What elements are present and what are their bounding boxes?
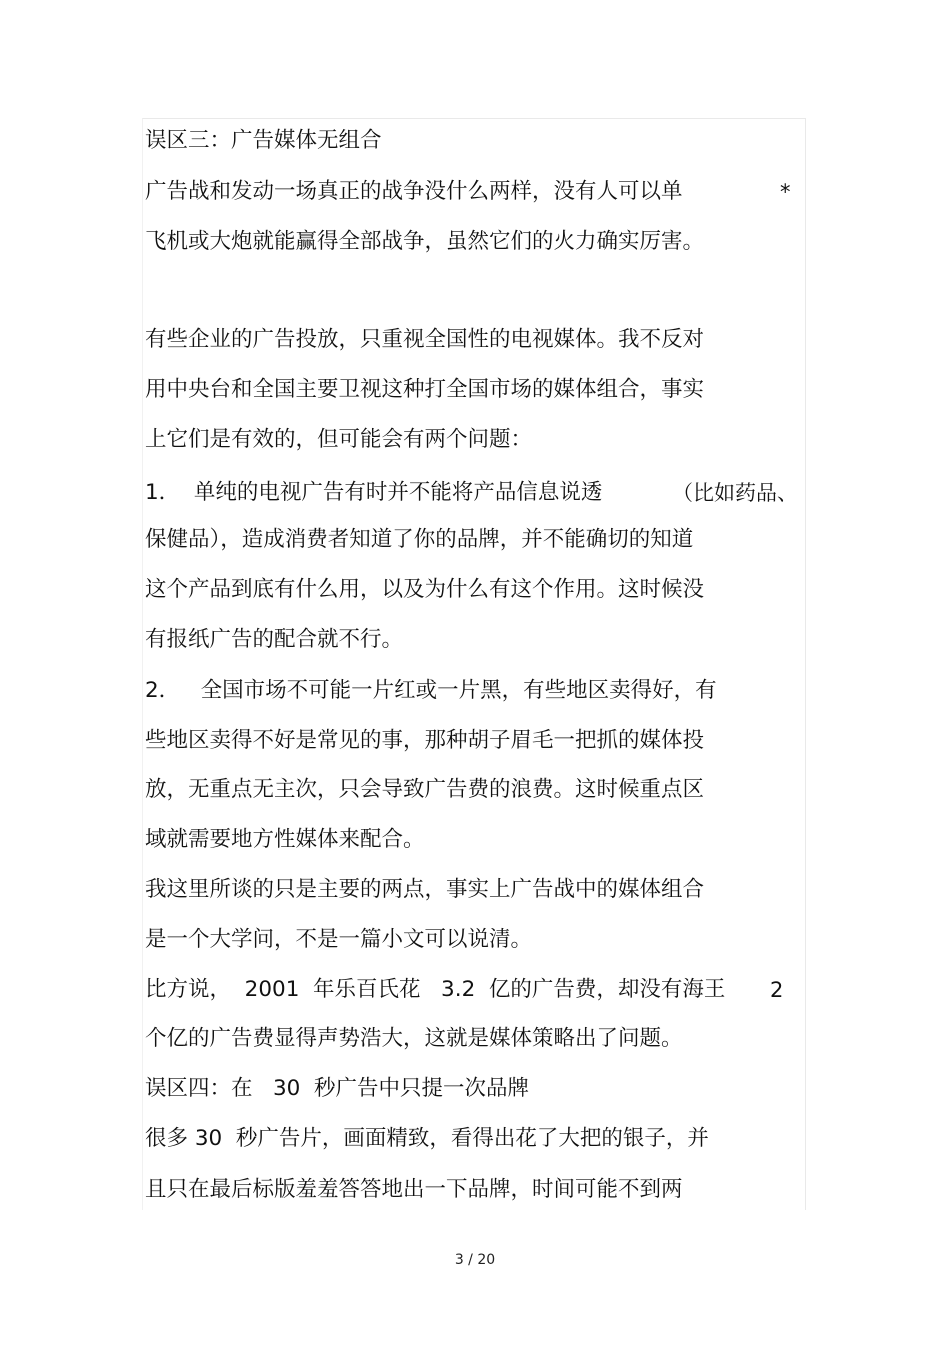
asterisk-marker: * bbox=[780, 180, 791, 204]
list-item-2-line: 域就需要地方性媒体来配合。 bbox=[145, 827, 425, 852]
list-item-1-trailing: （比如药品、 bbox=[672, 481, 798, 505]
paragraph-line: 飞机或大炮就能赢得全部战争，虽然它们的火力确实厉害。 bbox=[145, 229, 705, 254]
list-item-1-line: 有报纸广告的配合就不行。 bbox=[145, 627, 404, 652]
paragraph-line: 很多 30 秒广告片，画面精致，看得出花了大把的银子，并 bbox=[145, 1126, 709, 1151]
list-item-1-line: 这个产品到底有什么用，以及为什么有这个作用。这时候没 bbox=[145, 577, 705, 602]
paragraph-line: 我这里所谈的只是主要的两点，事实上广告战中的媒体组合 bbox=[145, 877, 705, 902]
list-item-1: 1． 单纯的电视广告有时并不能将产品信息说透 bbox=[145, 480, 603, 505]
list-item-2: 2． 全国市场不可能一片红或一片黑，有些地区卖得好，有 bbox=[145, 678, 717, 703]
paragraph-line: 广告战和发动一场真正的战争没什么两样，没有人可以单 bbox=[145, 179, 683, 204]
list-item-2-line: 些地区卖得不好是常见的事，那种胡子眉毛一把抓的媒体投 bbox=[145, 728, 705, 753]
paragraph-line: 上它们是有效的，但可能会有两个问题： bbox=[145, 427, 533, 452]
paragraph-line: 有些企业的广告投放，只重视全国性的电视媒体。我不反对 bbox=[145, 327, 705, 352]
paragraph-line: 个亿的广告费显得声势浩大，这就是媒体策略出了问题。 bbox=[145, 1026, 683, 1051]
list-item-1-line: 保健品），造成消费者知道了你的品牌，并不能确切的知道 bbox=[145, 527, 694, 552]
paragraph-line: 用中央台和全国主要卫视这种打全国市场的媒体组合，事实 bbox=[145, 377, 705, 402]
page-number: 3 / 20 bbox=[454, 1252, 496, 1268]
section-heading-3: 误区三：广告媒体无组合 bbox=[145, 128, 382, 153]
list-item-2-line: 放，无重点无主次，只会导致广告费的浪费。这时候重点区 bbox=[145, 777, 705, 802]
paragraph-line: 且只在最后标版羞羞答答地出一下品牌，时间可能不到两 bbox=[145, 1177, 683, 1202]
paragraph-line: 比方说， 2001 年乐百氏花 3.2 亿的广告费，却没有海王 bbox=[145, 977, 726, 1002]
paragraph-line: 是一个大学问，不是一篇小文可以说清。 bbox=[145, 927, 533, 952]
paragraph-trailing-number: 2 bbox=[770, 978, 784, 1002]
section-heading-4: 误区四：在 30 秒广告中只提一次品牌 bbox=[145, 1076, 530, 1101]
